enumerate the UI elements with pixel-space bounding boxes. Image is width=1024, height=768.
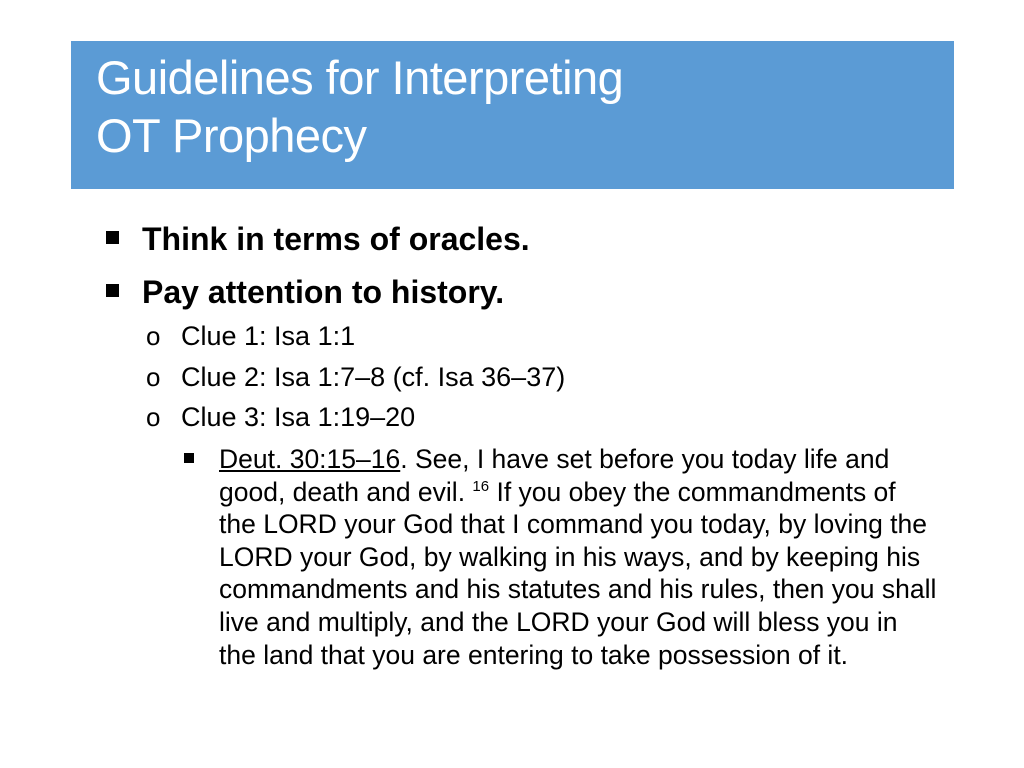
bullet-text: Pay attention to history.	[142, 274, 505, 310]
verse-number: 16	[472, 477, 490, 495]
bullet-text: Think in terms of oracles.	[142, 221, 530, 257]
square-bullet-icon	[184, 453, 194, 463]
square-bullet-icon	[106, 231, 119, 244]
circle-bullet-icon: o	[146, 362, 161, 392]
scripture-quote	[219, 443, 939, 671]
sub-bullet-text: Clue 1: Isa 1:1	[181, 321, 356, 351]
slide-title-line-2: OT Prophecy	[96, 109, 367, 162]
sub-bullet-text: Clue 3: Isa 1:19–20	[181, 402, 416, 432]
quote-text-part-2: If you obey the commandments of the LORD your God that I command you today, by loving the LORD your God, by walking in his ways, and by keeping his commandments and his statutes and his rules, then you shall live and multiply, and the LORD your God will bless you in the land that you are entering to take possession of it.	[219, 476, 937, 670]
circle-bullet-icon: o	[146, 321, 161, 351]
quote-text-part-1: . See, I have set before you today life and good, death and evil.	[219, 444, 890, 507]
slide-title-line-1: Guidelines for Interpreting	[96, 51, 624, 104]
scripture-reference: Deut. 30:15–16	[219, 444, 401, 474]
square-bullet-icon	[106, 284, 119, 297]
sub-bullet-text: Clue 2: Isa 1:7–8 (cf. Isa 36–37)	[181, 362, 566, 392]
circle-bullet-icon: o	[146, 402, 161, 432]
